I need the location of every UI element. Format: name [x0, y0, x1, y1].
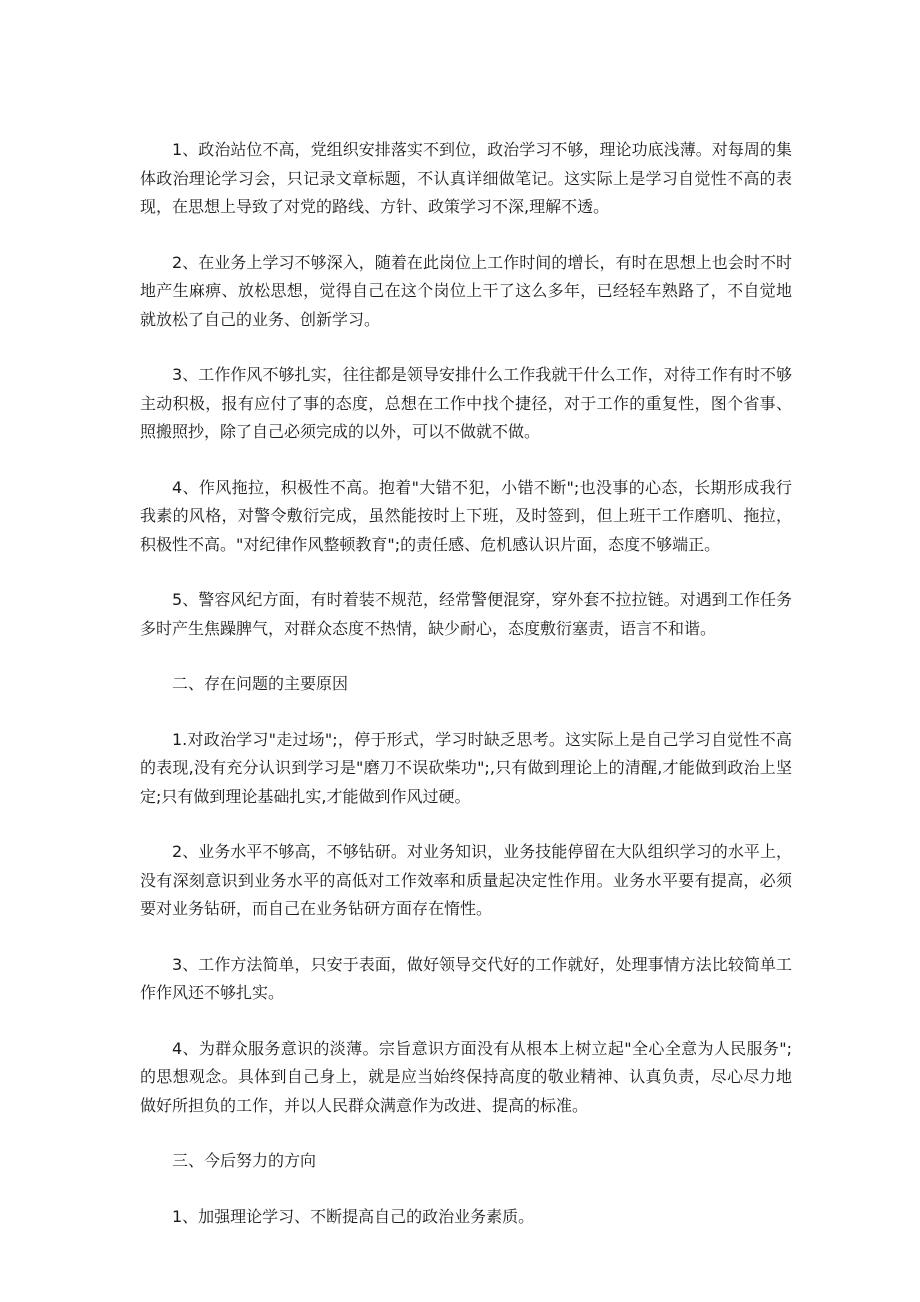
- section-heading-direction: 三、今后努力的方向: [172, 1151, 317, 1170]
- paragraph-problem-5: 5、警容风纪方面，有时着装不规范，经常警便混穿，穿外套不拉拉链。对遇到工作任务多时产生焦躁脾气，对群众态度不热情，缺少耐心，态度敷衍塞责，语言不和谐。: [140, 590, 792, 638]
- document-body: [140, 136, 792, 1258]
- paragraph-problem-1: 1、政治站位不高，党组织安排落实不到位，政治学习不够，理论功底浅薄。对每周的集体政治理论学习会，只记录文章标题，不认真详细做笔记。这实际上是学习自觉性不高的表现，在思想上导致了对党的路线、方针、政策学习不深,理解不透。: [140, 140, 792, 216]
- paragraph-cause-4: 4、为群众服务意识的淡薄。宗旨意识方面没有从根本上树立起"全心全意为人民服务";的思想观念。具体到自己身上，就是应当始终保持高度的敬业精神、认真负责，尽心尽力地做好所担负的工作，并以人民群众满意作为改进、提高的标准。: [140, 1038, 792, 1115]
- paragraph-problem-2: 2、在业务上学习不够深入，随着在此岗位上工作时间的增长，有时在思想上也会时不时地产生麻痹、放松思想，觉得自己在这个岗位上干了这么多年，已经轻车熟路了，不自觉地就放松了自己的业务、创新学习。: [140, 252, 792, 329]
- paragraph-cause-2: 2、业务水平不够高，不够钻研。对业务知识，业务技能停留在大队组织学习的水平上，没有深刻意识到业务水平的高低对工作效率和质量起决定性作用。业务水平要有提高，必须要对业务钻研，而自己在业务钻研方面存在惰性。: [140, 842, 792, 918]
- paragraph-problem-4: 4、作风拖拉，积极性不高。抱着"大错不犯，小错不断";也没事的心态，长期形成我行我素的风格，对警令敷衍完成，虽然能按时上下班，及时签到，但上班干工作磨叽、拖拉，积极性不高。"对纪律作风整顿教育";的责任感、危机感认识片面，态度不够端正。: [140, 477, 792, 554]
- section-heading-causes: 二、存在问题的主要原因: [172, 674, 349, 693]
- paragraph-cause-1: 1.对政治学习"走过场";，停于形式，学习时缺乏思考。这实际上是自己学习自觉性不高的表现,没有充分认识到学习是"磨刀不误砍柴功";,只有做到理论上的清醒,才能做到政治上坚定;只有做到理论基础扎实,才能做到作风过硬。: [140, 729, 792, 806]
- paragraph-direction-1: 1、加强理论学习、不断提高自己的政治业务素质。: [172, 1206, 535, 1226]
- paragraph-cause-3: 3、工作方法简单，只安于表面，做好领导交代好的工作就好，处理事情方法比较简单工作作风还不够扎实。: [140, 954, 792, 1002]
- paragraph-problem-3: 3、工作作风不够扎实，往往都是领导安排什么工作我就干什么工作，对待工作有时不够主动积极，报有应付了事的态度，总想在工作中找个捷径，对于工作的重复性，图个省事、照搬照抄，除了自己必须完成的以外，可以不做就不做。: [140, 365, 792, 441]
